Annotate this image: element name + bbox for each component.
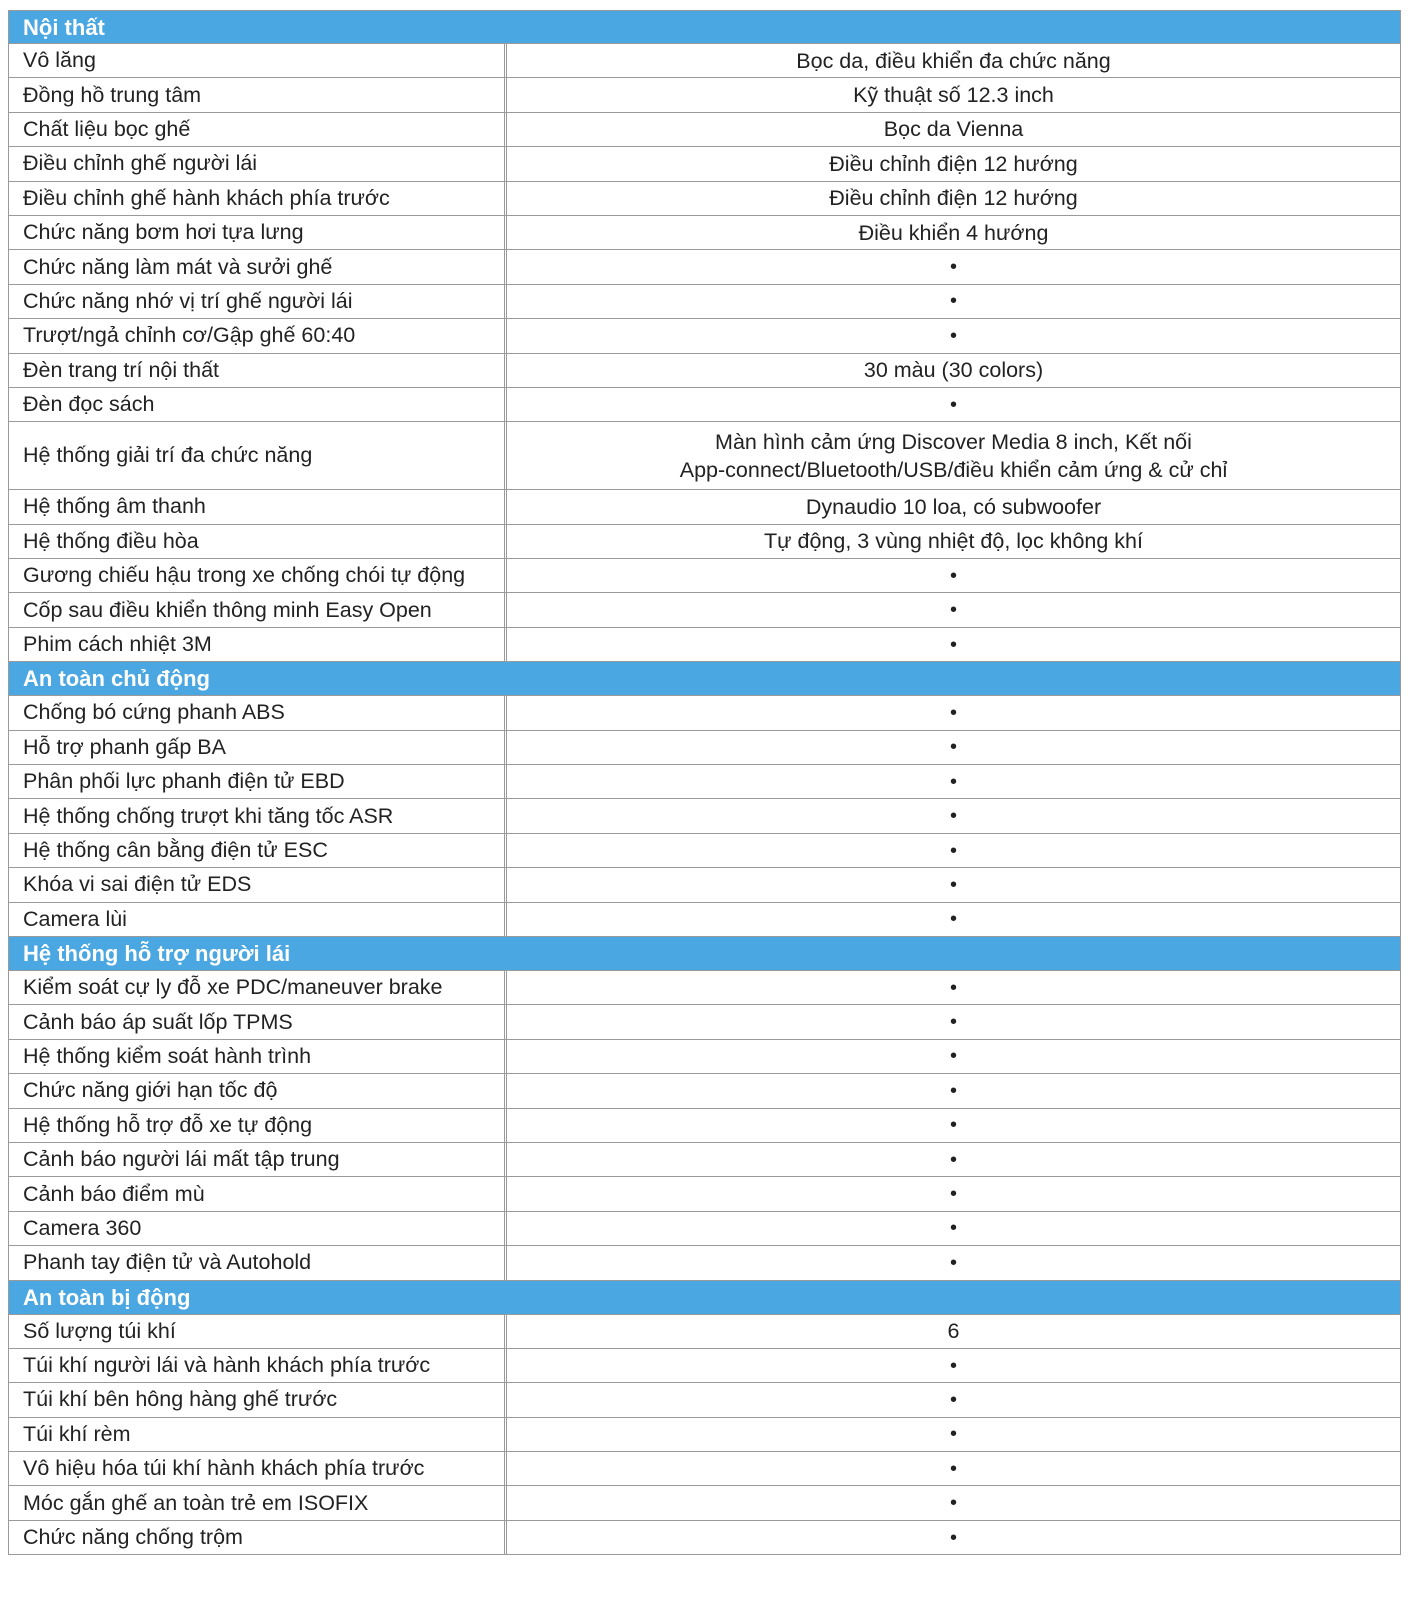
feature-value: [507, 1486, 1400, 1519]
feature-value: [507, 834, 1400, 867]
feature-value: [507, 354, 1400, 387]
table-row: [8, 1109, 1401, 1143]
table-row: [8, 1521, 1401, 1555]
feature-value: [507, 731, 1400, 764]
feature-label: Vô hiệu hóa túi khí hành khách phía trước: [9, 1452, 507, 1485]
table-row: [8, 799, 1401, 833]
feature-label: Phanh tay điện tử và Autohold: [9, 1246, 507, 1279]
feature-value: [507, 285, 1400, 318]
included-bullet: •: [949, 1354, 957, 1377]
included-bullet: •: [949, 1011, 957, 1034]
feature-label: Chất liệu bọc ghế: [9, 113, 507, 146]
feature-label: Điều chỉnh ghế người lái: [9, 147, 507, 180]
included-bullet: •: [949, 564, 957, 587]
feature-value: [507, 44, 1400, 77]
included-bullet: •: [949, 805, 957, 828]
feature-label: Đồng hồ trung tâm: [9, 78, 507, 111]
feature-value: [507, 1143, 1400, 1176]
feature-value-line: Màn hình cảm ứng Discover Media 8 inch, Kết nối: [715, 429, 1192, 454]
feature-value: [507, 422, 1400, 489]
feature-value: [507, 628, 1400, 661]
table-row: [8, 319, 1401, 353]
feature-label: Túi khí người lái và hành khách phía trước: [9, 1349, 507, 1382]
included-bullet: •: [949, 1526, 957, 1549]
feature-label: Vô lăng: [9, 44, 507, 77]
feature-value: [507, 903, 1400, 936]
included-bullet: •: [949, 324, 957, 347]
feature-label: Chức năng làm mát và sưởi ghế: [9, 250, 507, 283]
feature-value: [507, 1452, 1400, 1485]
table-row: [8, 490, 1401, 524]
feature-value-text: Tự động, 3 vùng nhiệt độ, lọc không khí: [764, 529, 1143, 554]
included-bullet: •: [949, 633, 957, 656]
table-row: [8, 1418, 1401, 1452]
feature-label: Cảnh báo điểm mù: [9, 1177, 507, 1210]
included-bullet: •: [949, 393, 957, 416]
feature-label: Chức năng bơm hơi tựa lưng: [9, 216, 507, 249]
section-header: An toàn bị động: [8, 1281, 1401, 1315]
feature-label: Đèn đọc sách: [9, 388, 507, 421]
feature-value: [507, 1521, 1400, 1554]
table-row: [8, 1349, 1401, 1383]
feature-label: Hệ thống điều hòa: [9, 525, 507, 558]
feature-value: [507, 525, 1400, 558]
table-row: [8, 525, 1401, 559]
included-bullet: •: [949, 256, 957, 279]
feature-label: Gương chiếu hậu trong xe chống chói tự động: [9, 559, 507, 592]
included-bullet: •: [949, 908, 957, 931]
feature-value-text: Bọc da Vienna: [883, 117, 1024, 142]
included-bullet: •: [949, 1423, 957, 1446]
feature-value: [507, 147, 1400, 180]
included-bullet: •: [949, 873, 957, 896]
table-row: [8, 354, 1401, 388]
feature-value: [507, 113, 1400, 146]
table-row: [8, 113, 1401, 147]
table-row: [8, 44, 1401, 78]
feature-value-text: 6: [947, 1319, 960, 1344]
table-row: [8, 388, 1401, 422]
feature-label: Đèn trang trí nội thất: [9, 354, 507, 387]
table-row: [8, 1074, 1401, 1108]
included-bullet: •: [949, 1114, 957, 1137]
table-row: [8, 1040, 1401, 1074]
included-bullet: •: [949, 599, 957, 622]
feature-value: [507, 1109, 1400, 1142]
table-row: [8, 78, 1401, 112]
included-bullet: •: [949, 1148, 957, 1171]
feature-value-text: Điều khiển 4 hướng: [858, 220, 1049, 245]
feature-label: Chức năng chống trộm: [9, 1521, 507, 1554]
table-row: [8, 422, 1401, 490]
feature-label: Phân phối lực phanh điện tử EBD: [9, 765, 507, 798]
feature-value-text: Kỹ thuật số 12.3 inch: [853, 83, 1054, 108]
feature-label: Chống bó cứng phanh ABS: [9, 696, 507, 729]
feature-value: [507, 182, 1400, 215]
feature-value: [507, 1177, 1400, 1210]
table-row: [8, 147, 1401, 181]
feature-label: Chức năng giới hạn tốc độ: [9, 1074, 507, 1107]
section-header: Nội thất: [8, 10, 1401, 44]
feature-label: Chức năng nhớ vị trí ghế người lái: [9, 285, 507, 318]
feature-label: Hỗ trợ phanh gấp BA: [9, 731, 507, 764]
feature-value-text: Điều chỉnh điện 12 hướng: [829, 186, 1078, 211]
table-row: [8, 1315, 1401, 1349]
table-row: [8, 765, 1401, 799]
feature-value: [507, 216, 1400, 249]
included-bullet: •: [949, 290, 957, 313]
feature-value: [507, 1246, 1400, 1279]
feature-label: Điều chỉnh ghế hành khách phía trước: [9, 182, 507, 215]
table-row: [8, 1383, 1401, 1417]
feature-value: [507, 388, 1400, 421]
feature-value: [507, 593, 1400, 626]
feature-value: [507, 765, 1400, 798]
table-row: [8, 1143, 1401, 1177]
included-bullet: •: [949, 1217, 957, 1240]
table-row: [8, 216, 1401, 250]
feature-label: Hệ thống giải trí đa chức năng: [9, 422, 507, 489]
feature-value: [507, 971, 1400, 1004]
feature-value-text: 30 màu (30 colors): [863, 358, 1044, 383]
feature-value: [507, 1212, 1400, 1245]
feature-label: Khóa vi sai điện tử EDS: [9, 868, 507, 901]
feature-label: Túi khí rèm: [9, 1418, 507, 1451]
feature-value-text: Điều chỉnh điện 12 hướng: [829, 151, 1078, 176]
feature-label: Hệ thống âm thanh: [9, 490, 507, 523]
feature-label: Camera lùi: [9, 903, 507, 936]
feature-value: [507, 1383, 1400, 1416]
included-bullet: •: [949, 1251, 957, 1274]
table-row: [8, 1452, 1401, 1486]
table-row: [8, 1486, 1401, 1520]
table-row: [8, 1212, 1401, 1246]
table-row: [8, 559, 1401, 593]
feature-value: [507, 490, 1400, 523]
feature-label: Số lượng túi khí: [9, 1315, 507, 1348]
section-header: Hệ thống hỗ trợ người lái: [8, 937, 1401, 971]
table-row: [8, 1005, 1401, 1039]
included-bullet: •: [949, 1045, 957, 1068]
feature-value-text: Bọc da, điều khiển đa chức năng: [796, 48, 1111, 73]
table-row: [8, 1246, 1401, 1280]
feature-label: Hệ thống hỗ trợ đỗ xe tự động: [9, 1109, 507, 1142]
feature-label: Camera 360: [9, 1212, 507, 1245]
feature-value: [507, 319, 1400, 352]
feature-label: Cảnh báo người lái mất tập trung: [9, 1143, 507, 1176]
feature-value: [507, 799, 1400, 832]
table-row: [8, 593, 1401, 627]
feature-value: [507, 696, 1400, 729]
table-row: [8, 1177, 1401, 1211]
included-bullet: •: [949, 1079, 957, 1102]
section-header: An toàn chủ động: [8, 662, 1401, 696]
table-row: [8, 834, 1401, 868]
feature-label: Hệ thống chống trượt khi tăng tốc ASR: [9, 799, 507, 832]
included-bullet: •: [949, 839, 957, 862]
feature-label: Phim cách nhiệt 3M: [9, 628, 507, 661]
feature-value-text: Dynaudio 10 loa, có subwoofer: [805, 494, 1102, 519]
included-bullet: •: [949, 736, 957, 759]
table-row: [8, 285, 1401, 319]
included-bullet: •: [949, 1183, 957, 1206]
feature-label: Túi khí bên hông hàng ghế trước: [9, 1383, 507, 1416]
feature-value: [507, 1040, 1400, 1073]
table-row: [8, 731, 1401, 765]
spec-table: [8, 10, 1401, 1555]
table-row: [8, 696, 1401, 730]
feature-value: [507, 1315, 1400, 1348]
feature-value: [507, 1074, 1400, 1107]
feature-label: Móc gắn ghế an toàn trẻ em ISOFIX: [9, 1486, 507, 1519]
table-row: [8, 868, 1401, 902]
feature-value: [507, 1349, 1400, 1382]
feature-value-line: App-connect/Bluetooth/USB/điều khiển cảm ứng & cử chỉ: [679, 457, 1228, 482]
table-row: [8, 250, 1401, 284]
included-bullet: •: [949, 701, 957, 724]
included-bullet: •: [949, 1388, 957, 1411]
feature-value: [507, 1418, 1400, 1451]
feature-value: [507, 559, 1400, 592]
feature-value: [507, 1005, 1400, 1038]
included-bullet: •: [949, 1492, 957, 1515]
included-bullet: •: [949, 976, 957, 999]
table-row: [8, 182, 1401, 216]
feature-label: Hệ thống cân bằng điện tử ESC: [9, 834, 507, 867]
table-row: [8, 971, 1401, 1005]
feature-label: Cốp sau điều khiển thông minh Easy Open: [9, 593, 507, 626]
table-row: [8, 628, 1401, 662]
feature-value: [507, 868, 1400, 901]
included-bullet: •: [949, 770, 957, 793]
feature-label: Trượt/ngả chỉnh cơ/Gập ghế 60:40: [9, 319, 507, 352]
feature-value: [507, 78, 1400, 111]
feature-label: Cảnh báo áp suất lốp TPMS: [9, 1005, 507, 1038]
feature-label: Hệ thống kiểm soát hành trình: [9, 1040, 507, 1073]
included-bullet: •: [949, 1457, 957, 1480]
feature-value: [507, 250, 1400, 283]
table-row: [8, 903, 1401, 937]
feature-label: Kiểm soát cự ly đỗ xe PDC/maneuver brake: [9, 971, 507, 1004]
